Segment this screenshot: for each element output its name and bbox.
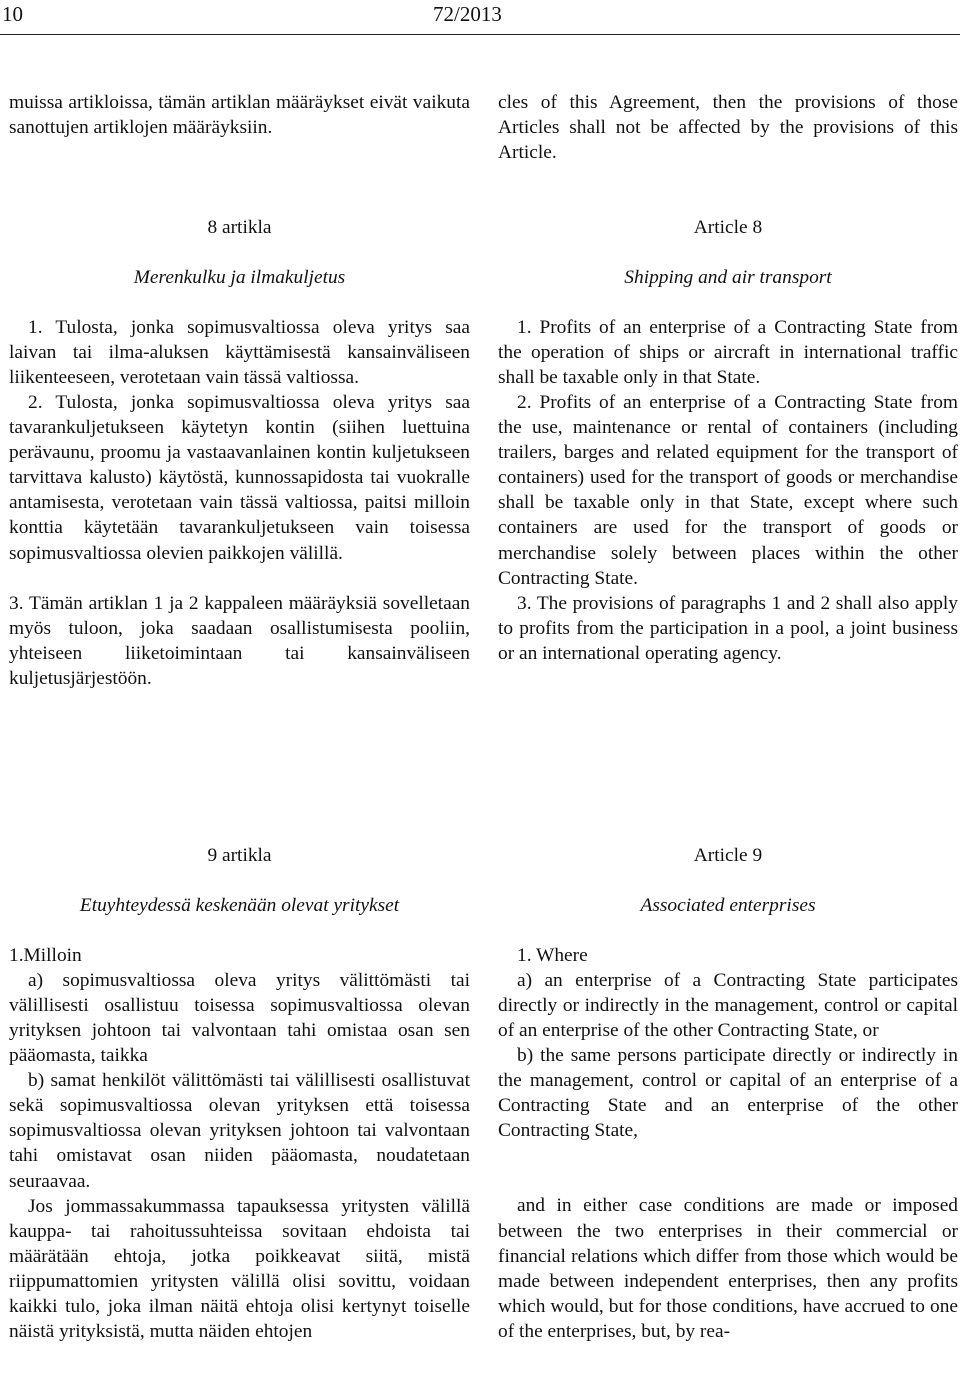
fi-article-9-subtitle: Etuyhteydessä keskenään olevat yritykset [79,895,400,917]
fi-article-8-subtitle: Merenkulku ja ilmakuljetus [133,267,346,289]
en-article-8-para-1: 1. Profits of an enterprise of a Contracting State from the operation of ships or aircraft in international traffic shall be taxable only in that State. [498,317,958,389]
page-header [0,2,960,26]
page-number: 10 [2,2,23,26]
issue-number: 72/2013 [433,2,502,26]
fi-intro-block [9,90,470,140]
fi-article-8 [9,215,470,691]
en-article-9-para-b: b) the same persons participate directly or indirectly in the management, control or capital of an enterprise of a Contracting State and an enterprise of the other Contracting State, [498,1045,958,1142]
en-article-8-subtitle: Shipping and air transport [624,267,832,289]
en-article-9-para-a: a) an enterprise of a Contracting State participates directly or indirectly in the management, control or capital of an enterprise of the other Contracting State, or [498,970,958,1042]
en-article-8-title: Article 8 [693,217,763,238]
en-article-9-para-c: and in either case conditions are made or imposed between the two enterprises in their commercial or financial relations which differ from those which would be made between independent enterprises, then any profits which would, but for those conditions, have accrued to one of the enterprises, but, by rea- [498,1195,958,1342]
en-article-9-para-1: 1. Where [517,945,588,967]
fi-article-9-para-a: a) sopimusvaltiossa oleva yritys välittömästi tai välillisesti osallistuu toisessa sopimusvaltiossa olevan yrityksen johtoon tai valvontaan tahi omistaa osan sen pääomasta, taikka [9,970,470,1067]
en-article-9-title: Article 9 [693,845,763,866]
en-intro: cles of this Agreement, then the provisions of those Articles shall not be affected by the provisions of this Article. [498,92,958,164]
fi-article-9-para-1: 1.Milloin [9,945,82,967]
en-intro-block [498,90,958,165]
en-article-9 [498,843,958,1344]
fi-article-8-para-3: 3. Tämän artiklan 1 ja 2 kappaleen määräyksiä sovelletaan myös tuloon, joka saadaan osallistumisesta pooliin, yhteiseen liiketoimintaan tai kansainväliseen kuljetusjärjestöön. [9,592,470,689]
fi-article-9-title: 9 artikla [207,845,272,866]
fi-article-9-para-c: Jos jommassakummassa tapauksessa yritysten välillä kauppa- tai rahoitussuhteissa sovitaan ehdoista tai määrätään ehtoja, jotka poikkeavat siitä, mistä riippumattomien yritysten välillä olisi sovittu, voidaan kaikki tulo, joka ilman näitä ehtoja olisi kertynyt toiselle näistä yrityksistä, mutta näiden ehtojen [9,1195,470,1342]
fi-article-9 [9,843,470,1344]
en-article-9-subtitle: Associated enterprises [640,895,816,917]
en-article-8-para-2: 2. Profits of an enterprise of a Contracting State from the use, maintenance or rental of containers (including trailers, barges and related equipment for the transport of containers) used for the transport of goods or merchandise shall be taxable only in that State, except where such containers are used for the transport of goods or merchandise solely between places within the other Contracting State. [498,392,958,589]
en-article-8-para-3: 3. The provisions of paragraphs 1 and 2 shall also apply to profits from the participation in a pool, a joint business or an international operating agency. [498,592,958,664]
fi-article-8-title: 8 artikla [207,217,272,238]
fi-article-8-para-1: 1. Tulosta, jonka sopimusvaltiossa oleva yritys saa laivan tai ilma-aluksen käyttämisestä kansainväliseen liikenteeseen, verotetaan vain tässä valtiossa. [9,317,470,389]
fi-intro: muissa artikloissa, tämän artiklan määräykset eivät vaikuta sanottujen artiklojen määräyksiin. [9,92,470,139]
header-rule [0,34,960,35]
fi-article-8-para-2: 2. Tulosta, jonka sopimusvaltiossa oleva yritys saa tavarankuljetukseen käytetyn kontin (siihen luettuina perävaunu, proomu ja vastaavanlainen kontin kuljetukseen tarvittava kalusto) käytöstä, kunnossapidosta tai vuokralle antamisesta, verotetaan vain tässä valtiossa, paitsi milloin konttia käytetään tavarankuljetukseen vain toisessa sopimusvaltiossa olevien paikkojen välillä. [9,392,470,564]
en-article-8 [498,215,958,666]
fi-article-9-para-b: b) samat henkilöt välittömästi tai välillisesti osallistuvat sekä sopimusvaltiossa olevan yrityksen että toisessa sopimusvaltiossa olevan yrityksen johtoon tai valvontaan tahi omistavat osan niiden pääomasta, noudatetaan seuraavaa. [9,1070,470,1192]
